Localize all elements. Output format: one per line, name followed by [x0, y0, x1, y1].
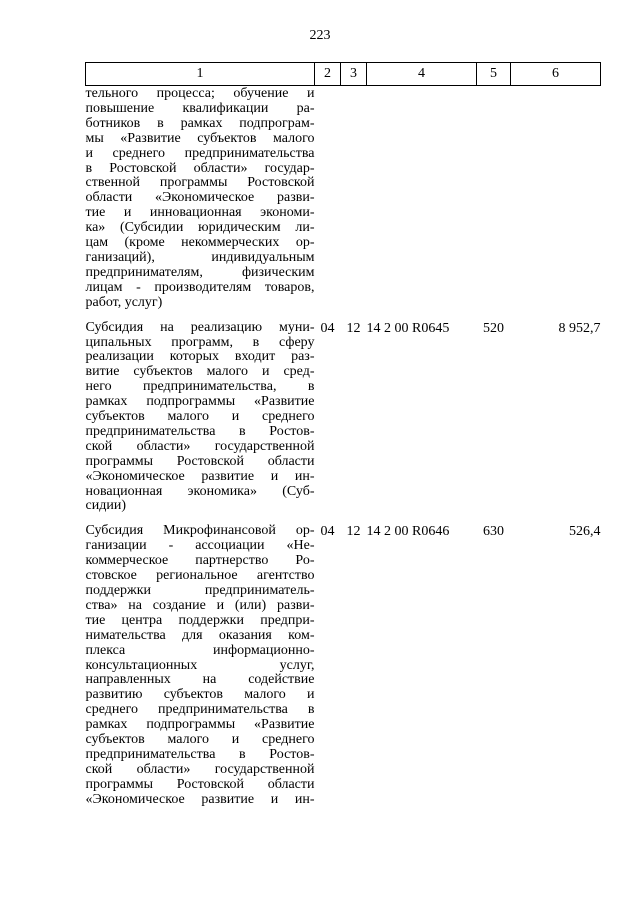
- desc-line: ства» на создание и (или) разви-: [85, 597, 315, 613]
- page-number: 223: [309, 28, 331, 43]
- desc-line: рамках подпрограммы «Развитие: [85, 394, 315, 410]
- table-header-row: [86, 63, 601, 86]
- desc-line: среднего предпринимательства в: [85, 702, 315, 718]
- desc-line: сидии): [85, 498, 126, 514]
- cell-section: 04: [320, 320, 335, 336]
- cell-expense-type: 630: [483, 524, 504, 540]
- desc-line: в Ростовской области» государ-: [85, 160, 315, 176]
- header-col-2: 2: [315, 63, 341, 86]
- desc-line: работ, услуг): [85, 294, 163, 310]
- desc-line: него предпринимательства, в: [85, 379, 315, 395]
- header-col-5: 5: [477, 63, 511, 86]
- cell-subsection: 12: [346, 524, 361, 540]
- desc-line: ка» (Субсидии юридическим ли-: [85, 220, 315, 236]
- desc-line: и среднего предпринимательства: [85, 145, 315, 161]
- cell-target-article: 14 2 00 R0646: [366, 524, 450, 540]
- cell-section: [315, 86, 341, 321]
- desc-line: ственной программы Ростовской: [85, 175, 315, 191]
- desc-line: Субсидия Микрофинансовой ор-: [85, 523, 315, 539]
- cell-subsection: [341, 86, 367, 321]
- cell-target-article: 14 2 00 R0645: [366, 320, 450, 336]
- desc-line: плекса информационно-: [85, 642, 315, 658]
- desc-line: консультационных услуг,: [85, 657, 315, 673]
- cell-expense-type: [477, 86, 511, 321]
- desc-line: новационная экономика» (Суб-: [85, 483, 315, 499]
- desc-line: направленных на содействие: [85, 672, 315, 688]
- desc-line: поддержки предприниматель-: [85, 583, 315, 598]
- desc-line: нимательства для оказания ком-: [85, 627, 315, 643]
- header-col-6: 6: [511, 63, 601, 86]
- table-row: [86, 86, 601, 321]
- desc-line: ципальных программ, в сферу: [85, 334, 315, 350]
- table-row: [86, 524, 601, 807]
- cell-section: 04: [320, 524, 335, 540]
- desc-line: субъектов малого и среднего: [85, 409, 315, 425]
- desc-line: предпринимателям, физическим: [85, 264, 315, 280]
- desc-line: стовское региональное агентство: [85, 568, 315, 584]
- desc-line: цам (кроме некоммерческих ор-: [85, 235, 315, 251]
- desc-line: развитию субъектов малого и: [85, 687, 315, 703]
- desc-line: «Экономическое развитие и ин-: [85, 791, 315, 807]
- cell-amount: 8 952,7: [558, 320, 601, 336]
- desc-line: тие центра поддержки предпри-: [85, 612, 315, 628]
- row-description: [86, 86, 315, 321]
- desc-line: рамках подпрограммы «Развитие: [85, 717, 315, 733]
- cell-expense-type: 520: [483, 320, 504, 336]
- cell-amount: [511, 86, 601, 321]
- desc-line: предпринимательства в Ростов-: [85, 746, 315, 762]
- header-col-3: 3: [341, 63, 367, 86]
- budget-table: [85, 62, 601, 808]
- desc-line: ганизации - ассоциации «Не-: [85, 538, 315, 554]
- desc-line: предпринимательства в Ростов-: [85, 423, 315, 439]
- header-col-1: 1: [86, 63, 315, 86]
- cell-amount: 526,4: [569, 524, 601, 540]
- desc-line: повышение квалификации ра-: [85, 100, 315, 116]
- desc-line: ботников в рамках подпрограм-: [85, 115, 315, 131]
- row-description: [86, 321, 315, 525]
- desc-line: ганизаций), индивидуальным: [85, 249, 315, 265]
- desc-line: Субсидия на реализацию муни-: [85, 319, 315, 335]
- desc-line: области «Экономическое разви-: [85, 190, 315, 206]
- desc-line: коммерческое партнерство Ро-: [85, 553, 315, 569]
- desc-line: программы Ростовской области: [85, 453, 315, 469]
- desc-line: субъектов малого и среднего: [85, 732, 315, 748]
- desc-line: тие и инновационная экономи-: [85, 205, 315, 221]
- table-row: [86, 321, 601, 525]
- cell-subsection: 12: [346, 320, 361, 336]
- cell-target-article: [367, 86, 477, 321]
- desc-line: мы «Развитие субъектов малого: [85, 130, 315, 146]
- desc-line: ской области» государственной: [85, 761, 315, 777]
- header-col-4: 4: [367, 63, 477, 86]
- row-description: [86, 524, 315, 807]
- desc-line: витие субъектов малого и сред-: [85, 364, 315, 380]
- desc-line: реализации которых входит раз-: [85, 349, 315, 365]
- desc-line: тельного процесса; обучение и: [85, 86, 315, 101]
- desc-line: программы Ростовской области: [85, 776, 315, 792]
- desc-line: «Экономическое развитие и ин-: [85, 468, 315, 484]
- desc-line: ской области» государственной: [85, 438, 315, 454]
- desc-line: лицам - производителям товаров,: [85, 279, 315, 295]
